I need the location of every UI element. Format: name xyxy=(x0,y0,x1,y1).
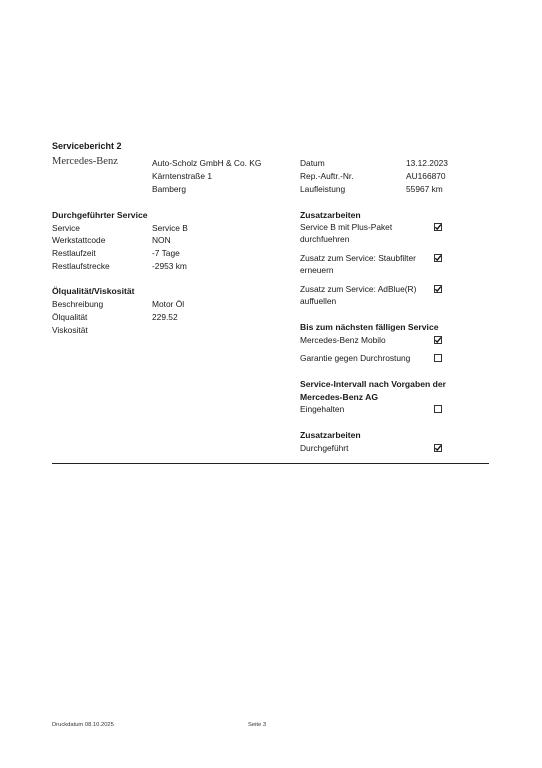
extra-work-item-3-line2: auffuellen xyxy=(300,296,337,306)
footer-print-date: Druckdatum 08.10.2025 xyxy=(52,722,114,728)
service-heading: Durchgeführter Service xyxy=(52,210,148,220)
interval-heading-line1: Service-Intervall nach Vorgaben der xyxy=(300,379,446,389)
brand-logo-text: Mercedes-Benz xyxy=(52,156,118,167)
extra-work-item-1-line1: Service B mit Plus-Paket xyxy=(300,222,393,232)
next-service-item-2-label: Garantie gegen Durchrostung xyxy=(300,353,411,363)
next-service-heading: Bis zum nächsten fälligen Service xyxy=(300,322,439,332)
info-label-mileage: Laufleistung xyxy=(300,184,346,194)
workshop-code-label: Werkstattcode xyxy=(52,235,106,245)
extra-work-item-1-checkbox[interactable] xyxy=(434,223,442,231)
checkmark-icon xyxy=(434,336,442,344)
interval-item-1-checkbox[interactable] xyxy=(434,405,442,413)
workshop-code-value: NON xyxy=(152,235,171,245)
checkmark-icon xyxy=(434,254,442,262)
remaining-distance-value: -2953 km xyxy=(152,261,187,271)
interval-item-1-label: Eingehalten xyxy=(300,404,345,414)
next-service-item-2-checkbox[interactable] xyxy=(434,354,442,362)
dealer-name: Auto-Scholz GmbH & Co. KG xyxy=(152,158,262,168)
remaining-time-value: -7 Tage xyxy=(152,248,180,258)
remaining-distance-label: Restlaufstrecke xyxy=(52,261,110,271)
checkmark-icon xyxy=(434,285,442,293)
section-divider xyxy=(52,463,489,464)
info-label-date: Datum xyxy=(300,158,325,168)
extra-work2-item-1-label: Durchgeführt xyxy=(300,443,349,453)
info-value-mileage: 55967 km xyxy=(406,184,443,194)
info-label-order: Rep.-Auftr.-Nr. xyxy=(300,171,354,181)
extra-work-heading: Zusatzarbeiten xyxy=(300,210,361,220)
extra-work2-item-1-checkbox[interactable] xyxy=(434,444,442,452)
oil-description-label: Beschreibung xyxy=(52,299,104,309)
extra-work-item-3-line1: Zusatz zum Service: AdBlue(R) xyxy=(300,284,417,294)
extra-work-item-2-line2: erneuern xyxy=(300,265,334,275)
oil-heading: Ölqualität/Viskosität xyxy=(52,286,135,296)
extra-work-item-3-checkbox[interactable] xyxy=(434,285,442,293)
info-value-order: AU166870 xyxy=(406,171,446,181)
extra-work-item-2-checkbox[interactable] xyxy=(434,254,442,262)
footer-page-number: Seite 3 xyxy=(248,722,267,728)
remaining-time-label: Restlaufzeit xyxy=(52,248,96,258)
oil-description-value: Motor Öl xyxy=(152,299,185,309)
service-value: Service B xyxy=(152,223,188,233)
extra-work-item-2-line1: Zusatz zum Service: Staubfilter xyxy=(300,253,416,263)
dealer-city: Bamberg xyxy=(152,184,186,194)
report-title: Servicebericht 2 xyxy=(52,141,122,151)
checkmark-icon xyxy=(434,223,442,231)
interval-heading-line2: Mercedes-Benz AG xyxy=(300,392,379,402)
next-service-item-1-label: Mercedes-Benz Mobilo xyxy=(300,335,386,345)
oil-viscosity-label: Viskosität xyxy=(52,325,88,335)
extra-work-item-1-line2: durchfuehren xyxy=(300,234,350,244)
oil-quality-label: Ölqualität xyxy=(52,312,88,322)
extra-work2-heading: Zusatzarbeiten xyxy=(300,430,361,440)
checkmark-icon xyxy=(434,444,442,452)
info-value-date: 13.12.2023 xyxy=(406,158,448,168)
oil-quality-value: 229.52 xyxy=(152,312,178,322)
next-service-item-1-checkbox[interactable] xyxy=(434,336,442,344)
dealer-street: Kärntenstraße 1 xyxy=(152,171,213,181)
service-label: Service xyxy=(52,223,80,233)
